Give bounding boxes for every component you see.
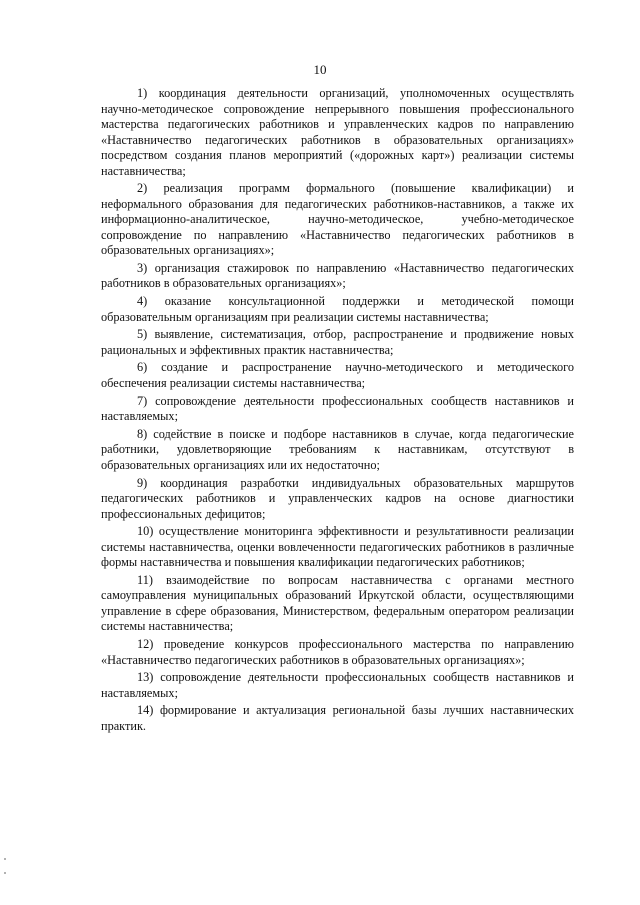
list-item: 7) сопровождение деятельности профессиональных сообществ наставников и наставляемых; (101, 393, 574, 424)
list-item: 13) сопровождение деятельности профессиональных сообществ наставников и наставляемых; (101, 670, 574, 700)
list-item: 9) координация разработки индивидуальных образовательных маршрутов педагогических работников и управленческих кадров на основе диагностики профессиональных дефицитов; (101, 475, 574, 521)
list-item: 5) выявление, систематизация, отбор, распространение и продвижение новых рациональных и эффективных практик наставничества; (101, 327, 574, 357)
document-body (101, 86, 574, 737)
list-item: 1) координация деятельности организаций, уполномоченных осуществлять научно-методическое сопровождение непрерывного повышения профессионального мастерства педагогических работников и управленческих кадров по направлению «Наставничество педагогических работников в образовательных организациях» посредством создания планов мероприятий («дорожных карт») реализации системы наставничества; (101, 86, 574, 178)
list-item: 10) осуществление мониторинга эффективности и результативности реализации системы наставничества, оценки вовлеченности педагогических работников в различные формы наставничества и повышения квалификации педагогических работников; (101, 524, 574, 570)
page-number: 10 (313, 62, 327, 77)
list-item: 3) организация стажировок по направлению «Наставничество педагогических работников в образовательных организациях»; (101, 260, 574, 291)
list-item: 4) оказание консультационной поддержки и методической помощи образовательным организациям при реализации системы наставничества; (101, 294, 574, 324)
list-item: 11) взаимодействие по вопросам наставничества с органами местного самоуправления муниципальных образований Иркутской области, осуществляющими управление в сфере образования, Министерством, федеральным оператором реализации системы наставничества; (101, 572, 574, 634)
list-item: 8) содействие в поиске и подборе наставников в случае, когда педагогические работники, удовлетворяющие требованиям к наставникам, отсутствуют в образовательных организациях или их недостаточно; (101, 426, 574, 472)
list-item: 12) проведение конкурсов профессионального мастерства по направлению «Наставничество педагогических работников в образовательных организациях»; (101, 637, 574, 667)
list-item: 6) создание и распространение научно-методического и методического обеспечения реализации системы наставничества; (101, 360, 574, 390)
list-item: 2) реализация программ формального (повышение квалификации) и неформального образования для педагогических работников-наставников, а также их информационно-аналитическое, научно-методическое, учебно-методическое сопровождение по направлению «Наставничество педагогических работников в образовательных организациях»; (101, 181, 574, 258)
list-item: 14) формирование и актуализация региональной базы лучших наставнических практик. (101, 703, 574, 733)
scan-speck (4, 858, 6, 860)
scan-speck (4, 872, 6, 874)
